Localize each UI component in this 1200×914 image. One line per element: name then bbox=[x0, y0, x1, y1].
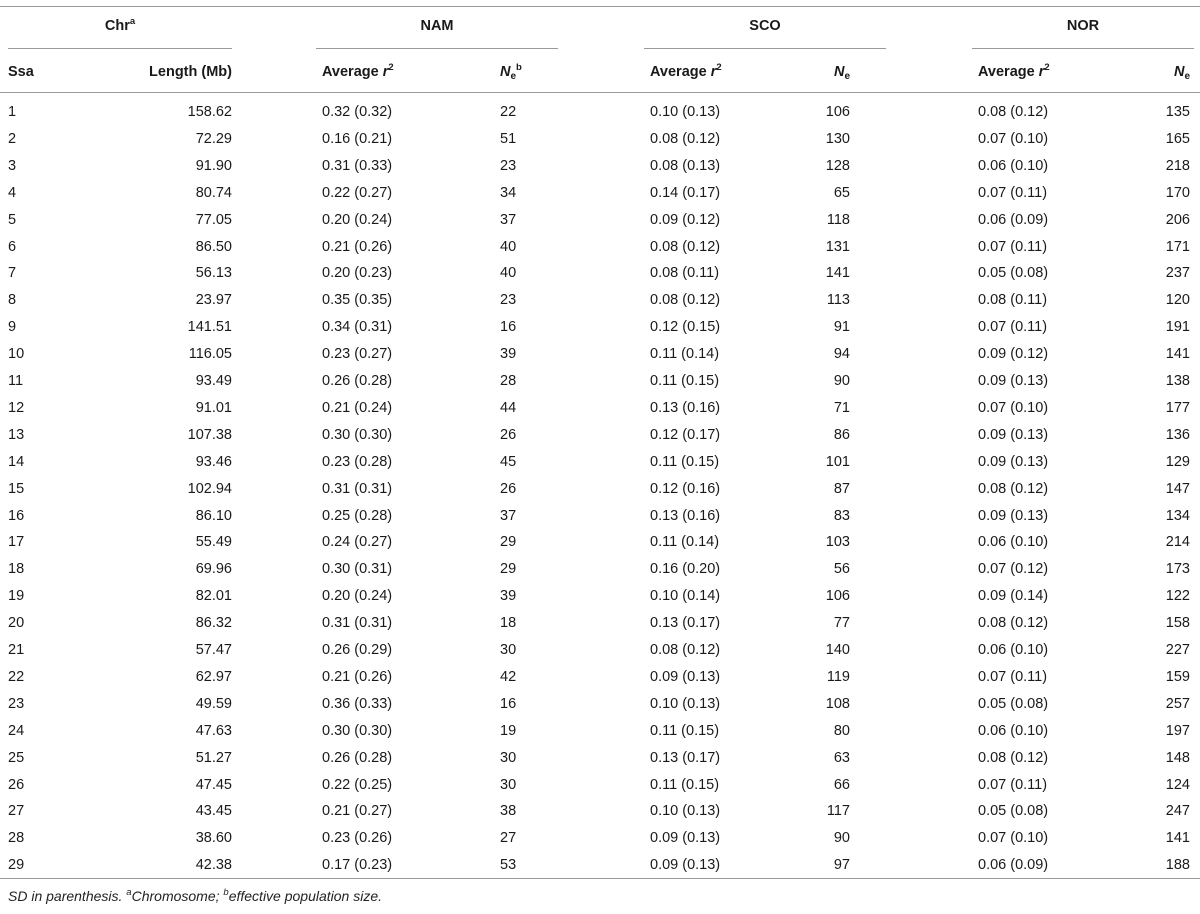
nor-ne-cell: 227 bbox=[1165, 642, 1190, 658]
nor-average-r2-cell: 0.09 (0.13) bbox=[978, 453, 1049, 470]
nam-ne-cell: 42 bbox=[500, 668, 517, 685]
nor-average-r2-cell: 0.09 (0.13) bbox=[978, 373, 1049, 389]
length-cell: 91.01 bbox=[195, 399, 232, 416]
nam-average-r2-cell: 0.36 (0.33) bbox=[322, 695, 393, 712]
nor-average-r2-cell: 0.09 (0.12) bbox=[978, 346, 1049, 363]
nam-average-r2-cell: 0.20 (0.24) bbox=[322, 211, 393, 228]
nam-ne-cell: 19 bbox=[500, 722, 517, 739]
length-cell: 77.05 bbox=[195, 211, 232, 228]
ssa-cell: 8 bbox=[8, 292, 17, 309]
nam-average-r2-cell: 0.23 (0.28) bbox=[322, 453, 393, 470]
length-column-header: Length (Mb) bbox=[149, 64, 232, 80]
nam-ne-cell: 23 bbox=[500, 157, 517, 174]
ssa-cell: 22 bbox=[8, 668, 25, 685]
nam-ne-cell: 28 bbox=[500, 373, 517, 389]
nam-average-r2-cell: 0.31 (0.31) bbox=[322, 480, 393, 497]
sco-ne-cell: 117 bbox=[826, 803, 850, 820]
nor-ne-cell: 257 bbox=[1165, 695, 1190, 712]
sco-ne-cell: 90 bbox=[833, 830, 850, 847]
nor-ne-cell: 159 bbox=[1165, 668, 1190, 685]
nam-average-r2-cell: 0.16 (0.21) bbox=[322, 130, 393, 147]
nor-ne-cell: 191 bbox=[1165, 319, 1190, 336]
nor-ne-cell: 197 bbox=[1165, 722, 1190, 739]
nor-ne-cell: 247 bbox=[1165, 803, 1190, 820]
nor-group-header: NOR bbox=[1066, 18, 1100, 34]
nam-ne-cell: 16 bbox=[500, 319, 517, 336]
length-cell: 93.49 bbox=[195, 373, 232, 389]
ssa-cell: 4 bbox=[8, 184, 17, 201]
nor-ne-cell: 170 bbox=[1165, 184, 1190, 201]
sco-ne-cell: 83 bbox=[833, 507, 850, 524]
sco-ne-cell: 108 bbox=[825, 695, 850, 712]
sco-ne-cell: 140 bbox=[825, 642, 850, 658]
ssa-cell: 21 bbox=[8, 642, 25, 658]
length-cell: 43.45 bbox=[195, 803, 232, 820]
nam-average-r2-cell: 0.30 (0.30) bbox=[322, 426, 393, 443]
length-cell: 102.94 bbox=[187, 480, 232, 497]
sco-average-r2-cell: 0.08 (0.11) bbox=[650, 265, 720, 282]
nor-ne-cell: 120 bbox=[1165, 292, 1190, 309]
nor-average-r2-cell: 0.06 (0.10) bbox=[978, 722, 1049, 739]
sco-ne-cell: 94 bbox=[833, 346, 850, 363]
sco-average-r2-cell: 0.13 (0.17) bbox=[650, 615, 721, 632]
sco-ne-cell: 106 bbox=[825, 104, 850, 120]
nam-average-r2-cell: 0.31 (0.31) bbox=[322, 615, 393, 632]
sco-ne-cell: 65 bbox=[833, 184, 850, 201]
length-cell: 49.59 bbox=[195, 695, 232, 712]
length-cell: 86.10 bbox=[195, 507, 232, 524]
nor-ne-cell: 218 bbox=[1165, 157, 1190, 174]
nor-ne-cell: 129 bbox=[1165, 453, 1190, 470]
sco-ne-cell: 56 bbox=[833, 561, 850, 578]
nam-average-r2-cell: 0.25 (0.28) bbox=[322, 507, 393, 524]
nam-average-r2-cell: 0.23 (0.27) bbox=[322, 346, 393, 363]
nam-average-r2-cell: 0.26 (0.29) bbox=[322, 642, 393, 658]
nor-ne-cell: 122 bbox=[1165, 588, 1190, 605]
ssa-cell: 16 bbox=[8, 507, 25, 524]
length-cell: 69.96 bbox=[195, 561, 232, 578]
nam-average-r2-cell: 0.24 (0.27) bbox=[322, 534, 393, 551]
nor-average-r2-cell: 0.06 (0.10) bbox=[978, 534, 1049, 551]
nor-average-r2-header: Average $r^2$ bbox=[978, 62, 1050, 80]
sco-average-r2-cell: 0.09 (0.13) bbox=[650, 830, 721, 847]
nam-ne-cell: 51 bbox=[500, 130, 517, 147]
nam-average-r2-header: Average $r^2$ bbox=[322, 62, 394, 80]
nor-ne-cell: 188 bbox=[1165, 857, 1190, 874]
nor-ne-cell: 165 bbox=[1165, 130, 1190, 147]
nam-average-r2-cell: 0.31 (0.33) bbox=[322, 157, 393, 174]
nam-average-r2-cell: 0.21 (0.24) bbox=[322, 399, 393, 416]
sco-average-r2-cell: 0.14 (0.17) bbox=[650, 184, 721, 201]
sco-average-r2-cell: 0.12 (0.15) bbox=[650, 319, 721, 336]
length-cell: 82.01 bbox=[195, 588, 232, 605]
length-cell: 23.97 bbox=[195, 292, 232, 309]
nam-ne-cell: 23 bbox=[500, 292, 517, 309]
sco-average-r2-cell: 0.08 (0.12) bbox=[650, 130, 721, 147]
sco-ne-cell: 128 bbox=[825, 157, 850, 174]
nor-average-r2-cell: 0.07 (0.12) bbox=[978, 561, 1049, 578]
sco-average-r2-cell: 0.11 (0.14) bbox=[650, 346, 720, 363]
ssa-cell: 20 bbox=[8, 615, 25, 632]
nor-average-r2-cell: 0.08 (0.12) bbox=[978, 480, 1049, 497]
ssa-cell: 13 bbox=[8, 426, 25, 443]
nor-average-r2-cell: 0.09 (0.13) bbox=[978, 426, 1049, 443]
nam-ne-cell: 27 bbox=[500, 830, 517, 847]
ssa-cell: 11 bbox=[8, 373, 24, 389]
sco-ne-header: $N_e$ bbox=[833, 64, 850, 82]
sco-ne-cell: 141 bbox=[825, 265, 850, 282]
nor-average-r2-cell: 0.05 (0.08) bbox=[978, 803, 1049, 820]
sco-average-r2-cell: 0.09 (0.13) bbox=[650, 857, 721, 874]
nor-average-r2-cell: 0.07 (0.11) bbox=[978, 776, 1048, 793]
nor-ne-cell: 124 bbox=[1165, 776, 1190, 793]
ssa-cell: 26 bbox=[8, 776, 25, 793]
nam-average-r2-cell: 0.21 (0.27) bbox=[322, 803, 393, 820]
nor-average-r2-cell: 0.06 (0.10) bbox=[978, 157, 1049, 174]
sco-ne-cell: 113 bbox=[826, 292, 850, 309]
sco-average-r2-cell: 0.13 (0.16) bbox=[650, 507, 721, 524]
length-cell: 62.97 bbox=[195, 668, 232, 685]
nor-ne-cell: 171 bbox=[1165, 238, 1190, 255]
header-bottom-rule bbox=[0, 92, 1200, 93]
table-footnote: SD in parenthesis. $^a$Chromosome; $^b$effective population size. bbox=[8, 887, 383, 904]
nor-average-r2-cell: 0.08 (0.12) bbox=[978, 749, 1049, 766]
length-cell: 107.38 bbox=[187, 426, 232, 443]
nam-average-r2-cell: 0.30 (0.31) bbox=[322, 561, 393, 578]
nam-average-r2-cell: 0.34 (0.31) bbox=[322, 319, 393, 336]
ssa-cell: 7 bbox=[8, 265, 17, 282]
top-rule bbox=[0, 6, 1200, 7]
chr-group-header: Chr$^a$ bbox=[104, 16, 136, 34]
sco-average-r2-cell: 0.09 (0.13) bbox=[650, 668, 721, 685]
nam-average-r2-cell: 0.17 (0.23) bbox=[322, 857, 393, 874]
nam-average-r2-cell: 0.20 (0.24) bbox=[322, 588, 393, 605]
length-cell: 55.49 bbox=[195, 534, 232, 551]
ssa-cell: 23 bbox=[8, 695, 25, 712]
nam-ne-cell: 30 bbox=[500, 749, 517, 766]
ssa-cell: 12 bbox=[8, 399, 25, 416]
nam-average-r2-cell: 0.26 (0.28) bbox=[322, 749, 393, 766]
nor-average-r2-cell: 0.07 (0.11) bbox=[978, 184, 1048, 201]
nam-ne-cell: 45 bbox=[500, 453, 517, 470]
nam-average-r2-cell: 0.23 (0.26) bbox=[322, 830, 393, 847]
nor-average-r2-cell: 0.06 (0.09) bbox=[978, 211, 1049, 228]
sco-average-r2-cell: 0.08 (0.13) bbox=[650, 157, 721, 174]
sco-average-r2-cell: 0.10 (0.14) bbox=[650, 588, 721, 605]
nam-ne-cell: 40 bbox=[500, 265, 517, 282]
sco-group-underline bbox=[644, 48, 886, 49]
length-cell: 51.27 bbox=[195, 749, 232, 766]
sco-average-r2-cell: 0.12 (0.16) bbox=[650, 480, 721, 497]
nam-average-r2-cell: 0.35 (0.35) bbox=[322, 292, 393, 309]
sco-ne-cell: 80 bbox=[833, 722, 850, 739]
length-cell: 86.50 bbox=[195, 238, 232, 255]
ssa-cell: 5 bbox=[8, 211, 17, 228]
nor-ne-cell: 136 bbox=[1165, 426, 1190, 443]
length-cell: 91.90 bbox=[195, 157, 232, 174]
nor-ne-cell: 173 bbox=[1165, 561, 1190, 578]
nor-average-r2-cell: 0.08 (0.12) bbox=[978, 615, 1049, 632]
sco-group-header: SCO bbox=[749, 18, 781, 34]
length-cell: 72.29 bbox=[195, 130, 232, 147]
length-cell: 47.63 bbox=[195, 722, 232, 739]
nor-ne-cell: 134 bbox=[1165, 507, 1190, 524]
sco-ne-cell: 71 bbox=[833, 399, 850, 416]
nor-average-r2-cell: 0.07 (0.10) bbox=[978, 830, 1049, 847]
sco-average-r2-cell: 0.08 (0.12) bbox=[650, 238, 721, 255]
ssa-cell: 28 bbox=[8, 830, 25, 847]
length-cell: 57.47 bbox=[195, 642, 232, 658]
nam-ne-cell: 37 bbox=[500, 211, 517, 228]
nor-ne-header: $N_e$ bbox=[1173, 64, 1190, 82]
nam-average-r2-cell: 0.22 (0.27) bbox=[322, 184, 393, 201]
sco-ne-cell: 101 bbox=[825, 453, 850, 470]
sco-average-r2-cell: 0.08 (0.12) bbox=[650, 292, 721, 309]
ssa-cell: 18 bbox=[8, 561, 25, 578]
ssa-cell: 1 bbox=[8, 104, 17, 120]
sco-average-r2-cell: 0.10 (0.13) bbox=[650, 803, 721, 820]
nor-average-r2-cell: 0.07 (0.11) bbox=[978, 238, 1048, 255]
nam-average-r2-cell: 0.21 (0.26) bbox=[322, 668, 393, 685]
ssa-cell: 29 bbox=[8, 857, 25, 874]
length-cell: 86.32 bbox=[195, 615, 232, 632]
ssa-cell: 6 bbox=[8, 238, 17, 255]
sco-ne-cell: 118 bbox=[826, 211, 850, 228]
sco-ne-cell: 130 bbox=[825, 130, 850, 147]
ssa-cell: 9 bbox=[8, 319, 17, 336]
length-cell: 56.13 bbox=[195, 265, 232, 282]
nam-ne-cell: 26 bbox=[500, 426, 517, 443]
sco-average-r2-cell: 0.10 (0.13) bbox=[650, 104, 721, 120]
length-cell: 38.60 bbox=[195, 830, 232, 847]
sco-average-r2-cell: 0.11 (0.15) bbox=[650, 776, 720, 793]
sco-average-r2-cell: 0.10 (0.13) bbox=[650, 695, 721, 712]
length-cell: 141.51 bbox=[187, 319, 232, 336]
sco-ne-cell: 91 bbox=[833, 319, 850, 336]
nam-ne-cell: 26 bbox=[500, 480, 517, 497]
length-cell: 47.45 bbox=[195, 776, 232, 793]
nam-average-r2-cell: 0.22 (0.25) bbox=[322, 776, 393, 793]
sco-average-r2-cell: 0.13 (0.16) bbox=[650, 399, 721, 416]
chr-group-underline bbox=[8, 48, 232, 49]
nor-average-r2-cell: 0.08 (0.12) bbox=[978, 104, 1049, 120]
nor-ne-cell: 177 bbox=[1165, 399, 1190, 416]
sco-ne-cell: 106 bbox=[825, 588, 850, 605]
nam-ne-cell: 22 bbox=[500, 104, 517, 120]
sco-average-r2-cell: 0.11 (0.14) bbox=[650, 534, 720, 551]
nor-ne-cell: 141 bbox=[1165, 830, 1190, 847]
ssa-column-header: Ssa bbox=[8, 64, 34, 80]
sco-average-r2-cell: 0.11 (0.15) bbox=[650, 722, 720, 739]
nor-ne-cell: 147 bbox=[1165, 480, 1190, 497]
nam-ne-cell: 29 bbox=[500, 561, 517, 578]
nor-ne-cell: 206 bbox=[1165, 211, 1190, 228]
sco-average-r2-cell: 0.12 (0.17) bbox=[650, 426, 721, 443]
nam-ne-cell: 38 bbox=[500, 803, 517, 820]
length-cell: 158.62 bbox=[187, 104, 232, 120]
sco-average-r2-header: Average $r^2$ bbox=[650, 62, 722, 80]
nam-average-r2-cell: 0.30 (0.30) bbox=[322, 722, 393, 739]
sco-ne-cell: 86 bbox=[833, 426, 850, 443]
table-bottom-rule bbox=[0, 878, 1200, 879]
nor-average-r2-cell: 0.06 (0.10) bbox=[978, 642, 1049, 658]
length-cell: 80.74 bbox=[195, 184, 232, 201]
nam-ne-cell: 53 bbox=[500, 857, 517, 874]
nor-average-r2-cell: 0.07 (0.10) bbox=[978, 130, 1049, 147]
nor-ne-cell: 237 bbox=[1165, 265, 1190, 282]
nor-average-r2-cell: 0.07 (0.11) bbox=[978, 668, 1048, 685]
nor-ne-cell: 214 bbox=[1165, 534, 1190, 551]
nor-average-r2-cell: 0.05 (0.08) bbox=[978, 695, 1049, 712]
nam-ne-header: $N_e^b$ bbox=[500, 62, 522, 82]
nor-average-r2-cell: 0.09 (0.14) bbox=[978, 588, 1049, 605]
nor-average-r2-cell: 0.08 (0.11) bbox=[978, 292, 1048, 309]
nor-average-r2-cell: 0.07 (0.10) bbox=[978, 399, 1049, 416]
sco-average-r2-cell: 0.11 (0.15) bbox=[650, 453, 720, 470]
sco-average-r2-cell: 0.08 (0.12) bbox=[650, 642, 721, 658]
nor-ne-cell: 138 bbox=[1165, 373, 1190, 389]
nam-ne-cell: 44 bbox=[500, 399, 517, 416]
ssa-cell: 17 bbox=[8, 534, 25, 551]
sco-ne-cell: 66 bbox=[833, 776, 850, 793]
ssa-cell: 14 bbox=[8, 453, 25, 470]
nam-ne-cell: 29 bbox=[500, 534, 517, 551]
sco-ne-cell: 63 bbox=[833, 749, 850, 766]
ssa-cell: 27 bbox=[8, 803, 25, 820]
nor-average-r2-cell: 0.09 (0.13) bbox=[978, 507, 1049, 524]
nam-group-header: NAM bbox=[420, 18, 454, 34]
nam-average-r2-cell: 0.26 (0.28) bbox=[322, 373, 393, 389]
sco-ne-cell: 119 bbox=[826, 668, 850, 685]
sco-ne-cell: 90 bbox=[833, 373, 850, 389]
nam-average-r2-cell: 0.21 (0.26) bbox=[322, 238, 393, 255]
nor-ne-cell: 158 bbox=[1165, 615, 1190, 632]
sco-average-r2-cell: 0.09 (0.12) bbox=[650, 211, 721, 228]
nam-ne-cell: 37 bbox=[500, 507, 517, 524]
nor-ne-cell: 135 bbox=[1165, 104, 1190, 120]
nam-group-underline bbox=[316, 48, 558, 49]
nor-average-r2-cell: 0.06 (0.09) bbox=[978, 857, 1049, 874]
nor-group-underline bbox=[972, 48, 1194, 49]
sco-ne-cell: 87 bbox=[833, 480, 850, 497]
nor-average-r2-cell: 0.07 (0.11) bbox=[978, 319, 1048, 336]
nor-ne-cell: 148 bbox=[1165, 749, 1190, 766]
nam-ne-cell: 30 bbox=[500, 642, 517, 658]
nam-average-r2-cell: 0.32 (0.32) bbox=[322, 104, 393, 120]
sco-ne-cell: 77 bbox=[833, 615, 850, 632]
sco-ne-cell: 131 bbox=[825, 238, 850, 255]
nam-ne-cell: 39 bbox=[500, 588, 517, 605]
length-cell: 93.46 bbox=[195, 453, 232, 470]
ssa-cell: 10 bbox=[8, 346, 25, 363]
nam-ne-cell: 39 bbox=[500, 346, 517, 363]
nam-ne-cell: 16 bbox=[500, 695, 517, 712]
ssa-cell: 25 bbox=[8, 749, 25, 766]
nam-average-r2-cell: 0.20 (0.23) bbox=[322, 265, 393, 282]
sco-ne-cell: 97 bbox=[833, 857, 850, 874]
ssa-cell: 15 bbox=[8, 480, 25, 497]
ssa-cell: 24 bbox=[8, 722, 25, 739]
ssa-cell: 19 bbox=[8, 588, 25, 605]
sco-ne-cell: 103 bbox=[825, 534, 850, 551]
nam-ne-cell: 40 bbox=[500, 238, 517, 255]
ssa-cell: 2 bbox=[8, 130, 17, 147]
sco-average-r2-cell: 0.11 (0.15) bbox=[650, 373, 720, 389]
nor-average-r2-cell: 0.05 (0.08) bbox=[978, 265, 1049, 282]
nam-ne-cell: 30 bbox=[500, 776, 517, 793]
sco-average-r2-cell: 0.16 (0.20) bbox=[650, 561, 721, 578]
ssa-cell: 3 bbox=[8, 157, 17, 174]
length-cell: 42.38 bbox=[195, 857, 232, 874]
nor-ne-cell: 141 bbox=[1165, 346, 1190, 363]
nam-ne-cell: 18 bbox=[500, 615, 517, 632]
sco-average-r2-cell: 0.13 (0.17) bbox=[650, 749, 721, 766]
nam-ne-cell: 34 bbox=[500, 184, 517, 201]
length-cell: 116.05 bbox=[188, 346, 232, 363]
